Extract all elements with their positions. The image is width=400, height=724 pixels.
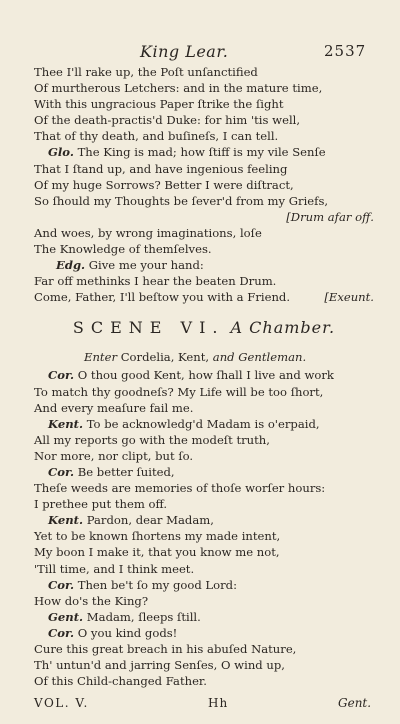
text-line xyxy=(34,609,374,625)
text-line xyxy=(34,112,374,128)
line-text: All my reports go with the modeſt truth, xyxy=(34,432,270,447)
line-text: O you kind gods! xyxy=(77,625,178,640)
text-line xyxy=(34,241,374,257)
text-line xyxy=(34,161,374,177)
line-text: The King is mad; how ſtiff is my vile Senſe xyxy=(77,145,326,160)
text-line xyxy=(34,544,374,560)
text-line xyxy=(34,367,374,383)
scene-heading xyxy=(34,317,374,339)
entry-enter: Enter xyxy=(84,350,117,365)
page-number: 2537 xyxy=(324,42,367,60)
text-line xyxy=(34,96,374,112)
page-footer xyxy=(0,696,400,714)
line-text: Be better ſuited, xyxy=(77,464,175,479)
speaker-name: Glo. xyxy=(48,145,74,160)
line-text: And every meaſure fail me. xyxy=(34,400,194,415)
line-text: Far off methinks I hear the beaten Drum. xyxy=(34,274,277,289)
line-text: Of murtherous Letchers: and in the mature time, xyxy=(34,81,323,96)
text-line xyxy=(34,193,374,209)
text-line xyxy=(34,257,374,273)
stage-direction-drum xyxy=(34,209,374,225)
line-text: So ſhould my Thoughts be ſever'd from my Griefs, xyxy=(34,193,329,208)
speaker-name: Kent. xyxy=(48,513,84,528)
text-line xyxy=(34,64,374,80)
line-text: Come, Father, I'll beſtow you with a Friend. xyxy=(34,290,291,305)
text-line xyxy=(34,225,374,241)
text-line xyxy=(34,384,374,400)
line-text: And woes, by wrong imaginations, loſe xyxy=(34,225,262,240)
speaker-name: Cor. xyxy=(48,368,75,383)
line-text: My boon I make it, that you know me not, xyxy=(34,545,280,560)
stage-direction-text: [Drum afar off. xyxy=(286,209,374,224)
line-text: To be acknowledg'd Madam is o'erpaid, xyxy=(86,416,320,431)
entry-direction xyxy=(34,347,374,367)
entry-and: and xyxy=(212,350,235,365)
text-line xyxy=(34,480,374,496)
entry-rest: Gentleman. xyxy=(238,350,307,365)
verse-block-top xyxy=(34,64,374,209)
line-text: Of the death-practis'd Duke: for him 'tis well, xyxy=(34,113,301,128)
entry-names: Cordelia, Kent, xyxy=(120,350,210,365)
text-line xyxy=(34,80,374,96)
line-text: Th' untun'd and jarring Senſes, O wind up, xyxy=(34,658,285,673)
text-line xyxy=(34,625,374,641)
text-line xyxy=(34,657,374,673)
line-text: That I ſtand up, and have ingenious feeling xyxy=(34,161,288,176)
text-line xyxy=(34,464,374,480)
speaker-name: Cor. xyxy=(48,464,75,479)
speaker-name: Edg. xyxy=(56,258,86,273)
line-text: Theſe weeds are memories of thoſe worſer hours: xyxy=(34,481,326,496)
text-line xyxy=(34,512,374,528)
line-text: To match thy goodneſs? My Life will be too ſhort, xyxy=(34,384,324,399)
text-line xyxy=(34,673,374,689)
text-line xyxy=(34,528,374,544)
text-line xyxy=(34,496,374,512)
text-line xyxy=(34,144,374,160)
play-text xyxy=(34,64,374,689)
speaker-name: Cor. xyxy=(48,577,75,592)
stage-direction-exeunt xyxy=(34,289,374,305)
scene-number: SCENE VI. xyxy=(72,318,225,338)
line-text: That of thy death, and buſineſs, I can tell. xyxy=(34,129,279,144)
text-line xyxy=(34,448,374,464)
page-header xyxy=(0,42,400,62)
line-text: Then be't ſo my good Lord: xyxy=(77,577,237,592)
line-text: Yet to be known ſhortens my made intent, xyxy=(34,529,281,544)
text-line xyxy=(34,128,374,144)
speaker-name: Cor. xyxy=(48,625,75,640)
line-text: Of this Child-changed Father. xyxy=(34,674,207,689)
line-text: With this ungracious Paper ſtrike the ſight xyxy=(34,97,284,112)
line-text: Nor more, nor clipt, but ſo. xyxy=(34,448,194,463)
verse-block-bottom xyxy=(34,367,374,689)
catchword: Gent. xyxy=(338,696,372,710)
running-title: King Lear. xyxy=(140,42,229,61)
stage-direction-text: [Exeunt. xyxy=(324,290,374,305)
text-line xyxy=(34,641,374,657)
text-line xyxy=(34,400,374,416)
line-text: Of my huge Sorrows? Better I were diſtract, xyxy=(34,177,294,192)
line-text: Give me your hand: xyxy=(88,258,204,273)
text-line xyxy=(34,593,374,609)
text-line xyxy=(34,561,374,577)
text-line xyxy=(34,416,374,432)
text-line xyxy=(34,577,374,593)
speaker-name: Gent. xyxy=(48,609,84,624)
volume-mark: VOL. V. xyxy=(34,696,89,710)
line-text: O thou good Kent, how ſhall I live and work xyxy=(77,368,334,383)
scene-location: A Chamber. xyxy=(230,318,336,338)
line-text: 'Till time, and I think meet. xyxy=(34,561,195,576)
line-text: Pardon, dear Madam, xyxy=(86,513,214,528)
text-line xyxy=(34,273,374,289)
line-text: Madam, ſleeps ſtill. xyxy=(86,609,201,624)
line-text: How do's the King? xyxy=(34,593,149,608)
text-line xyxy=(34,177,374,193)
speaker-name: Kent. xyxy=(48,416,84,431)
signature-mark: Hh xyxy=(208,696,229,710)
line-text: The Knowledge of themſelves. xyxy=(34,242,212,257)
line-text: I prethee put them off. xyxy=(34,497,168,512)
text-line xyxy=(34,432,374,448)
line-text: Cure this great breach in his abuſed Nature, xyxy=(34,642,297,656)
line-text: Thee I'll rake up, the Poſt unſanctified xyxy=(34,65,258,79)
